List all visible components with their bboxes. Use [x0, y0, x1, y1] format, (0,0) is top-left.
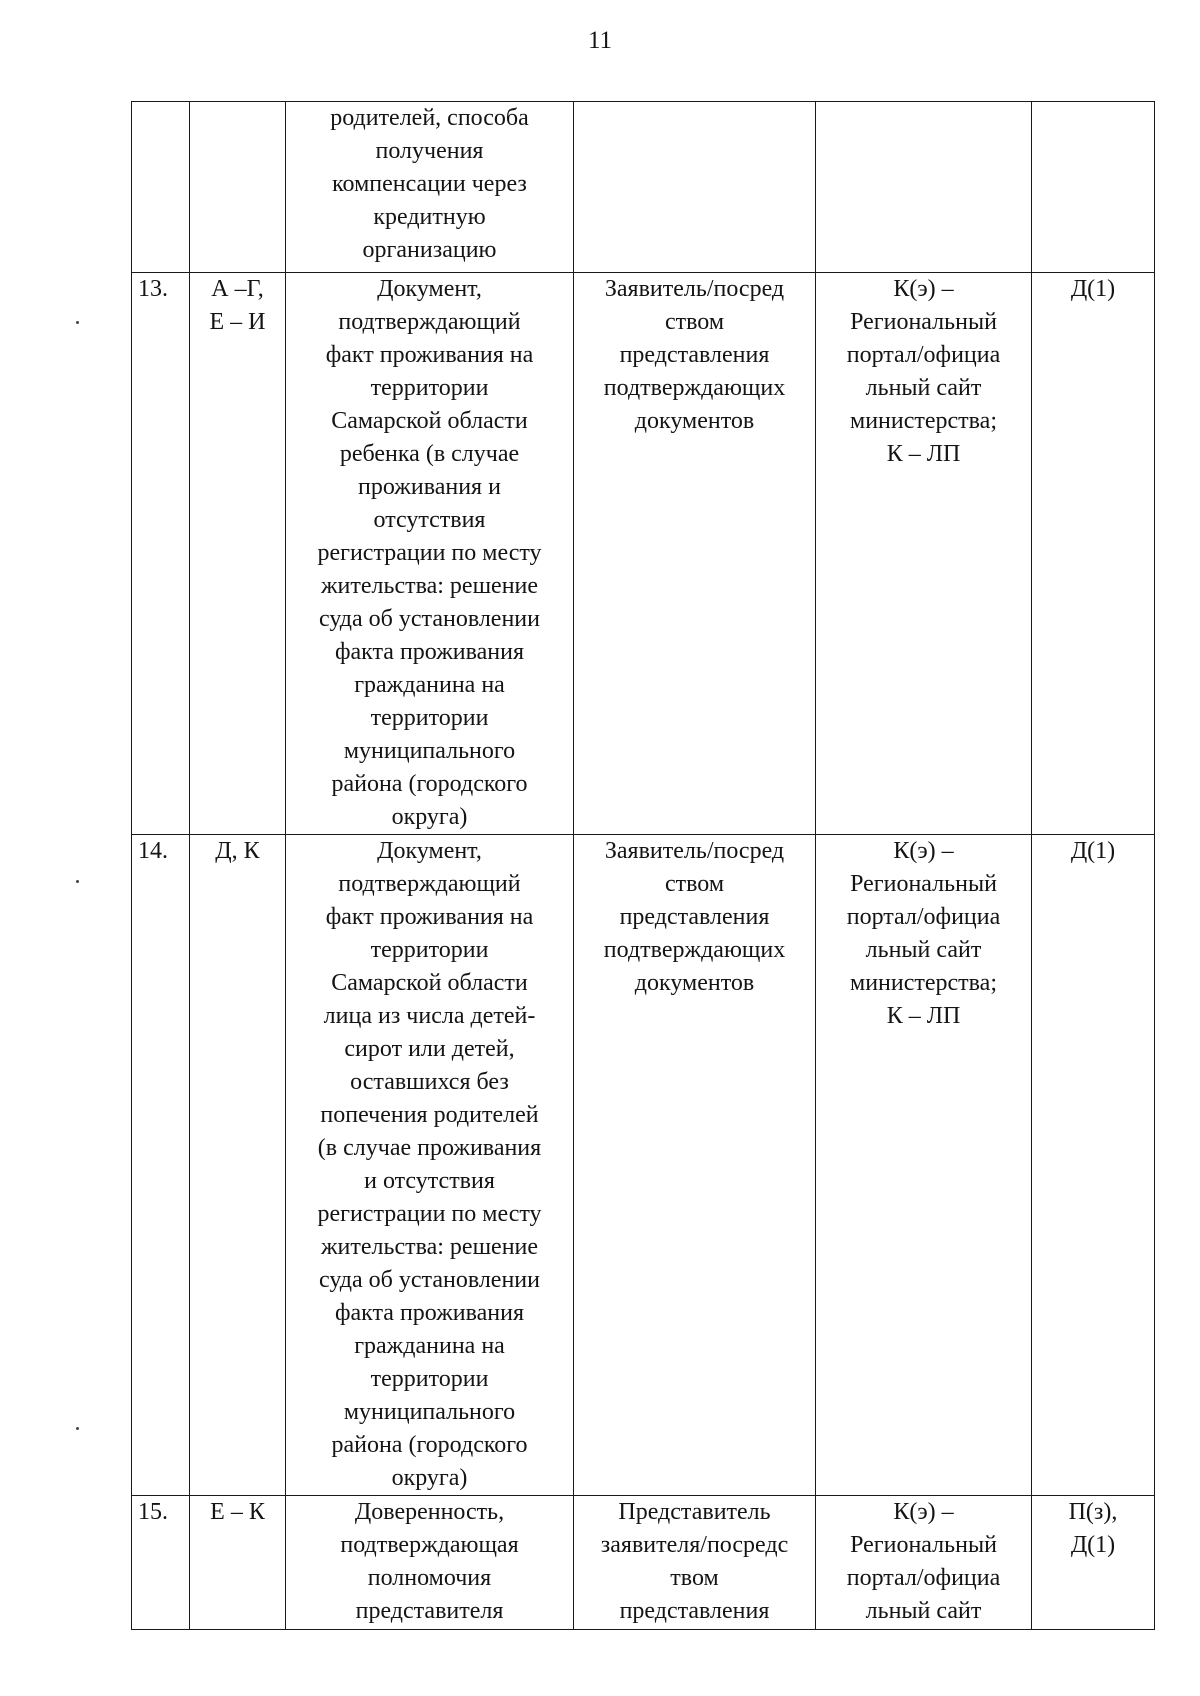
- document-cell: родителей, способа получения компенсации через кредитную организацию: [286, 102, 574, 273]
- categories-cell: А –Г, Е – И: [190, 273, 286, 835]
- categories-cell: Е – К: [190, 1496, 286, 1630]
- page-number: 11: [587, 27, 613, 54]
- table-row-continuation: [132, 102, 1155, 273]
- documents-table: [131, 101, 1155, 1630]
- form-cell: Д(1): [1032, 835, 1155, 1496]
- form-cell: [1032, 102, 1155, 273]
- document-cell: Документ, подтверждающий факт проживания на территории Самарской области лица из числа детей- сирот или детей, оставшихся без попечения родителей (в случае проживания и отсутствия регистрации по месту жительства: решение суда об установлении факта проживания гражданина на территории муниципального района (городского округа): [286, 835, 574, 1496]
- method-cell: К(э) – Региональный портал/официа льный сайт министерства; К – ЛП: [816, 835, 1032, 1496]
- source-cell: Заявитель/посред ством представления подтверждающих документов: [574, 835, 816, 1496]
- scan-speck: [76, 1427, 79, 1430]
- method-cell: К(э) – Региональный портал/официа льный сайт: [816, 1496, 1032, 1630]
- row-number-cell: [132, 102, 190, 273]
- categories-cell: Д, К: [190, 835, 286, 1496]
- document-cell: Документ, подтверждающий факт проживания на территории Самарской области ребенка (в случае проживания и отсутствия регистрации по месту жительства: решение суда об установлении факта проживания гражданина на территории муниципального района (городского округа): [286, 273, 574, 835]
- source-cell: [574, 102, 816, 273]
- method-cell: [816, 102, 1032, 273]
- scan-speck: [76, 321, 79, 324]
- method-cell: К(э) – Региональный портал/официа льный сайт министерства; К – ЛП: [816, 273, 1032, 835]
- categories-cell: [190, 102, 286, 273]
- row-number-cell: 15.: [132, 1496, 190, 1630]
- row-number-cell: 13.: [132, 273, 190, 835]
- document-cell: Доверенность, подтверждающая полномочия представителя: [286, 1496, 574, 1630]
- table-row-15: [132, 1496, 1155, 1630]
- table-row-14: [132, 835, 1155, 1496]
- form-cell: П(з), Д(1): [1032, 1496, 1155, 1630]
- scan-speck: [76, 880, 79, 883]
- source-cell: Представитель заявителя/посредс твом представления: [574, 1496, 816, 1630]
- row-number-cell: 14.: [132, 835, 190, 1496]
- form-cell: Д(1): [1032, 273, 1155, 835]
- table-row-13: [132, 273, 1155, 835]
- source-cell: Заявитель/посред ством представления подтверждающих документов: [574, 273, 816, 835]
